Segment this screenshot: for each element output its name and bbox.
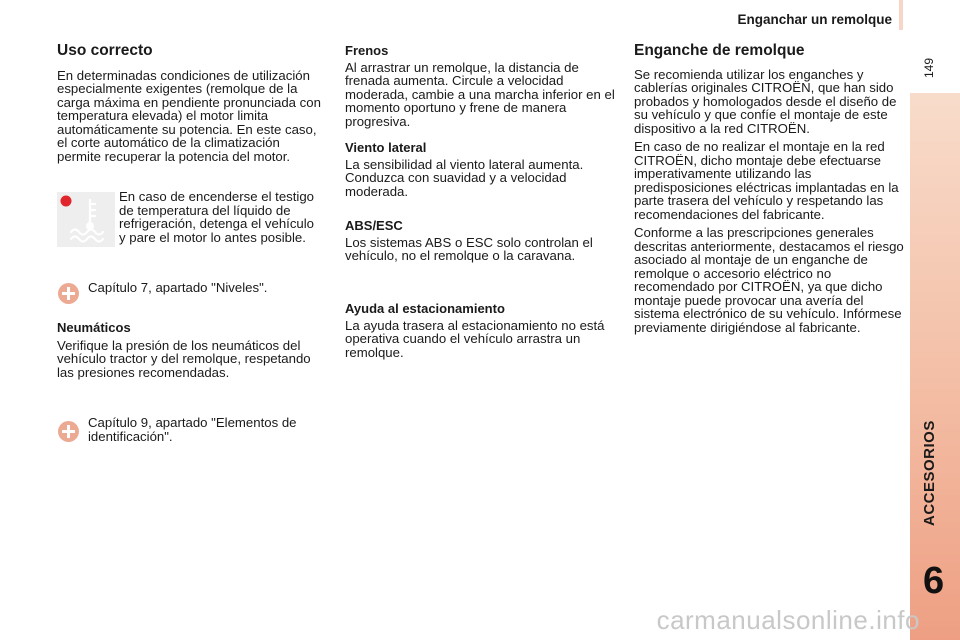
hitch-paragraph-2: En caso de no realizar el montaje en la red CITROËN, dicho montaje debe efectuarse imperativamente utilizando las predisposiciones eléctricas implantadas en la parte trasera del vehículo y respetando las recomendaciones del fabricante. (634, 139, 899, 222)
page-number: 149 (922, 58, 936, 79)
running-header-title: Enganchar un remolque (737, 12, 892, 27)
hitch-paragraph-1: Se recomienda utilizar los enganches y cablerías originales CITROËN, que han sido probados y homologados desde el diseño de su vehículo y que confíe el montaje de este dispositivo a la red CITROËN. (634, 66, 897, 136)
hitch-paragraph-3: Conforme a las prescripciones generales descritas anteriormente, destacamos el riesgo asociado al montaje de un enganche de remolque o accesorio eléctrico no recomendado por CITROËN, ya que dicho montaje puede provocar una avería del sistema electrónico de su vehículo. Infórmese previamente dirigiéndose al fabricante. (634, 225, 904, 335)
warning-text: En caso de encenderse el testigo de temperatura del líquido de refrigeración, detenga el vehículo y pare el motor lo antes posible. (119, 189, 315, 245)
reference-text-2: Capítulo 9, apartado "Elementos de identificación". (88, 415, 297, 444)
abs-text: Los sistemas ABS o ESC solo controlan el vehículo, no el remolque o la caravana. (345, 234, 593, 263)
reference-note-1 (88, 281, 323, 295)
header-accent-rule (899, 0, 903, 30)
parking-text: La ayuda trasera al estacionamiento no está operativa cuando el vehículo arrastra un remolque. (345, 317, 605, 360)
brakes-text: Al arrastrar un remolque, la distancia de frenada aumenta. Circule a velocidad moderada, cambie a una marcha inferior en el momento oportuno y frene de manera progresiva. (345, 59, 615, 129)
abs-block (345, 219, 617, 263)
reference-text-1: Capítulo 7, apartado "Niveles". (88, 280, 268, 295)
coolant-temperature-warning-icon (57, 192, 115, 247)
right-column (634, 44, 904, 334)
brakes-heading: Frenos (345, 43, 389, 58)
brakes-block (345, 44, 617, 128)
parking-heading: Ayuda al estacionamiento (345, 301, 505, 316)
wind-block (345, 141, 617, 198)
left-column (57, 44, 325, 163)
section-label: ACCESORIOS (921, 420, 938, 526)
abs-heading: ABS/ESC (345, 218, 403, 233)
reference-note-2 (88, 416, 323, 443)
chapter-number: 6 (923, 560, 945, 602)
intro-paragraph: En determinadas condiciones de utilización especialmente exigentes (remolque de la carga máxima en pendiente pronunciada con temperatura elevada) el motor limita automáticamente su potencia. En este caso, el corte automático de la climatización permite recuperar la potencia del motor. (57, 67, 321, 164)
tires-text: Verifique la presión de los neumáticos del vehículo tractor y del remolque, respetando las presiones recomendadas. (57, 337, 311, 380)
tires-block (57, 321, 322, 379)
section-heading-uso-correcto: Uso correcto (57, 42, 153, 59)
section-heading-enganche: Enganche de remolque (634, 42, 805, 59)
plus-reference-icon (58, 283, 79, 304)
tires-heading: Neumáticos (57, 320, 131, 335)
plus-reference-icon (58, 421, 79, 442)
wind-text: La sensibilidad al viento lateral aumenta. Conduzca con suavidad y a velocidad moderada. (345, 156, 584, 199)
parking-block (345, 302, 617, 359)
warning-note (119, 190, 324, 244)
wind-heading: Viento lateral (345, 140, 427, 155)
chapter-side-tab (910, 93, 960, 640)
watermark: carmanualsonline.info (656, 605, 920, 635)
